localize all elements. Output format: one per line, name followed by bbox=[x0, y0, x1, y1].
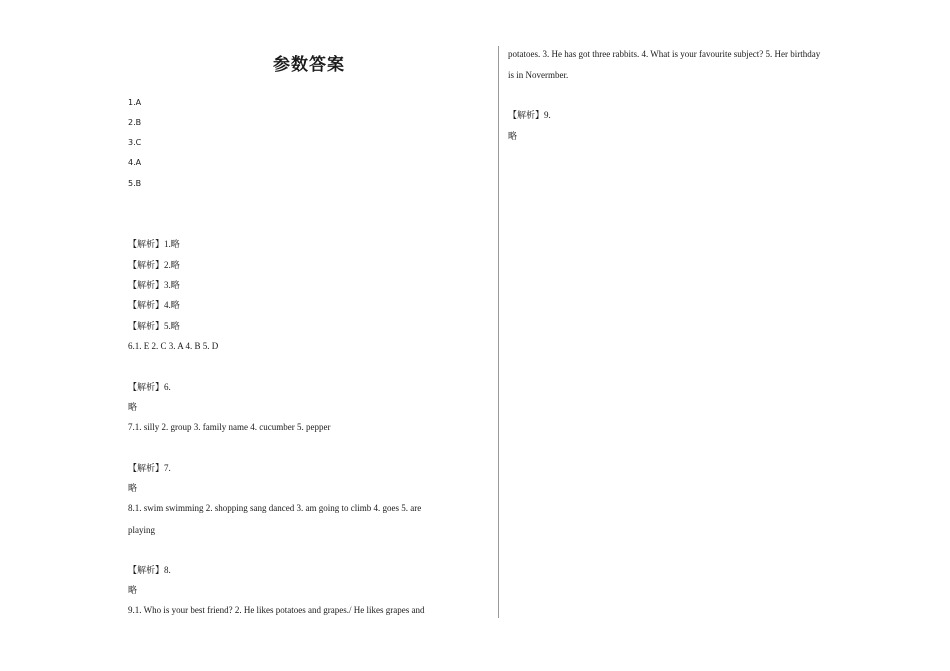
analysis-line: 略 bbox=[128, 402, 138, 412]
answer-line: 4.A bbox=[128, 158, 142, 167]
answer-line: playing bbox=[128, 525, 155, 535]
analysis-line: 【解析】3.略 bbox=[128, 280, 180, 290]
answer-line: 1.A bbox=[128, 98, 142, 107]
answer-line: 3.C bbox=[128, 138, 142, 147]
answer-line: 2.B bbox=[128, 118, 142, 127]
answer-line: 5.B bbox=[128, 179, 142, 188]
analysis-line: 【解析】9. bbox=[508, 110, 551, 120]
column-divider bbox=[498, 46, 499, 618]
analysis-line: 略 bbox=[508, 131, 518, 141]
analysis-line: 【解析】5.略 bbox=[128, 321, 180, 331]
answer-line: 8.1. swim swimming 2. shopping sang danced 3. am going to climb 4. goes 5. are bbox=[128, 503, 422, 513]
analysis-line: 【解析】7. bbox=[128, 463, 171, 473]
analysis-line: 【解析】4.略 bbox=[128, 300, 180, 310]
analysis-line: 略 bbox=[128, 585, 138, 595]
analysis-line: 【解析】2.略 bbox=[128, 260, 180, 270]
page-title: 参数答案 bbox=[273, 55, 345, 75]
answer-line: is in Novermber. bbox=[508, 70, 569, 80]
analysis-line: 【解析】8. bbox=[128, 565, 171, 575]
answer-line: 9.1. Who is your best friend? 2. He likes potatoes and grapes./ He likes grapes and bbox=[128, 605, 425, 615]
answer-line: 7.1. silly 2. group 3. family name 4. cucumber 5. pepper bbox=[128, 422, 331, 432]
analysis-line: 略 bbox=[128, 483, 138, 493]
analysis-line: 【解析】1.略 bbox=[128, 239, 180, 249]
answer-line: potatoes. 3. He has got three rabbits. 4. What is your favourite subject? 5. Her birthday bbox=[508, 49, 821, 59]
analysis-line: 【解析】6. bbox=[128, 382, 171, 392]
answer-line: 6.1. E 2. C 3. A 4. B 5. D bbox=[128, 341, 219, 351]
